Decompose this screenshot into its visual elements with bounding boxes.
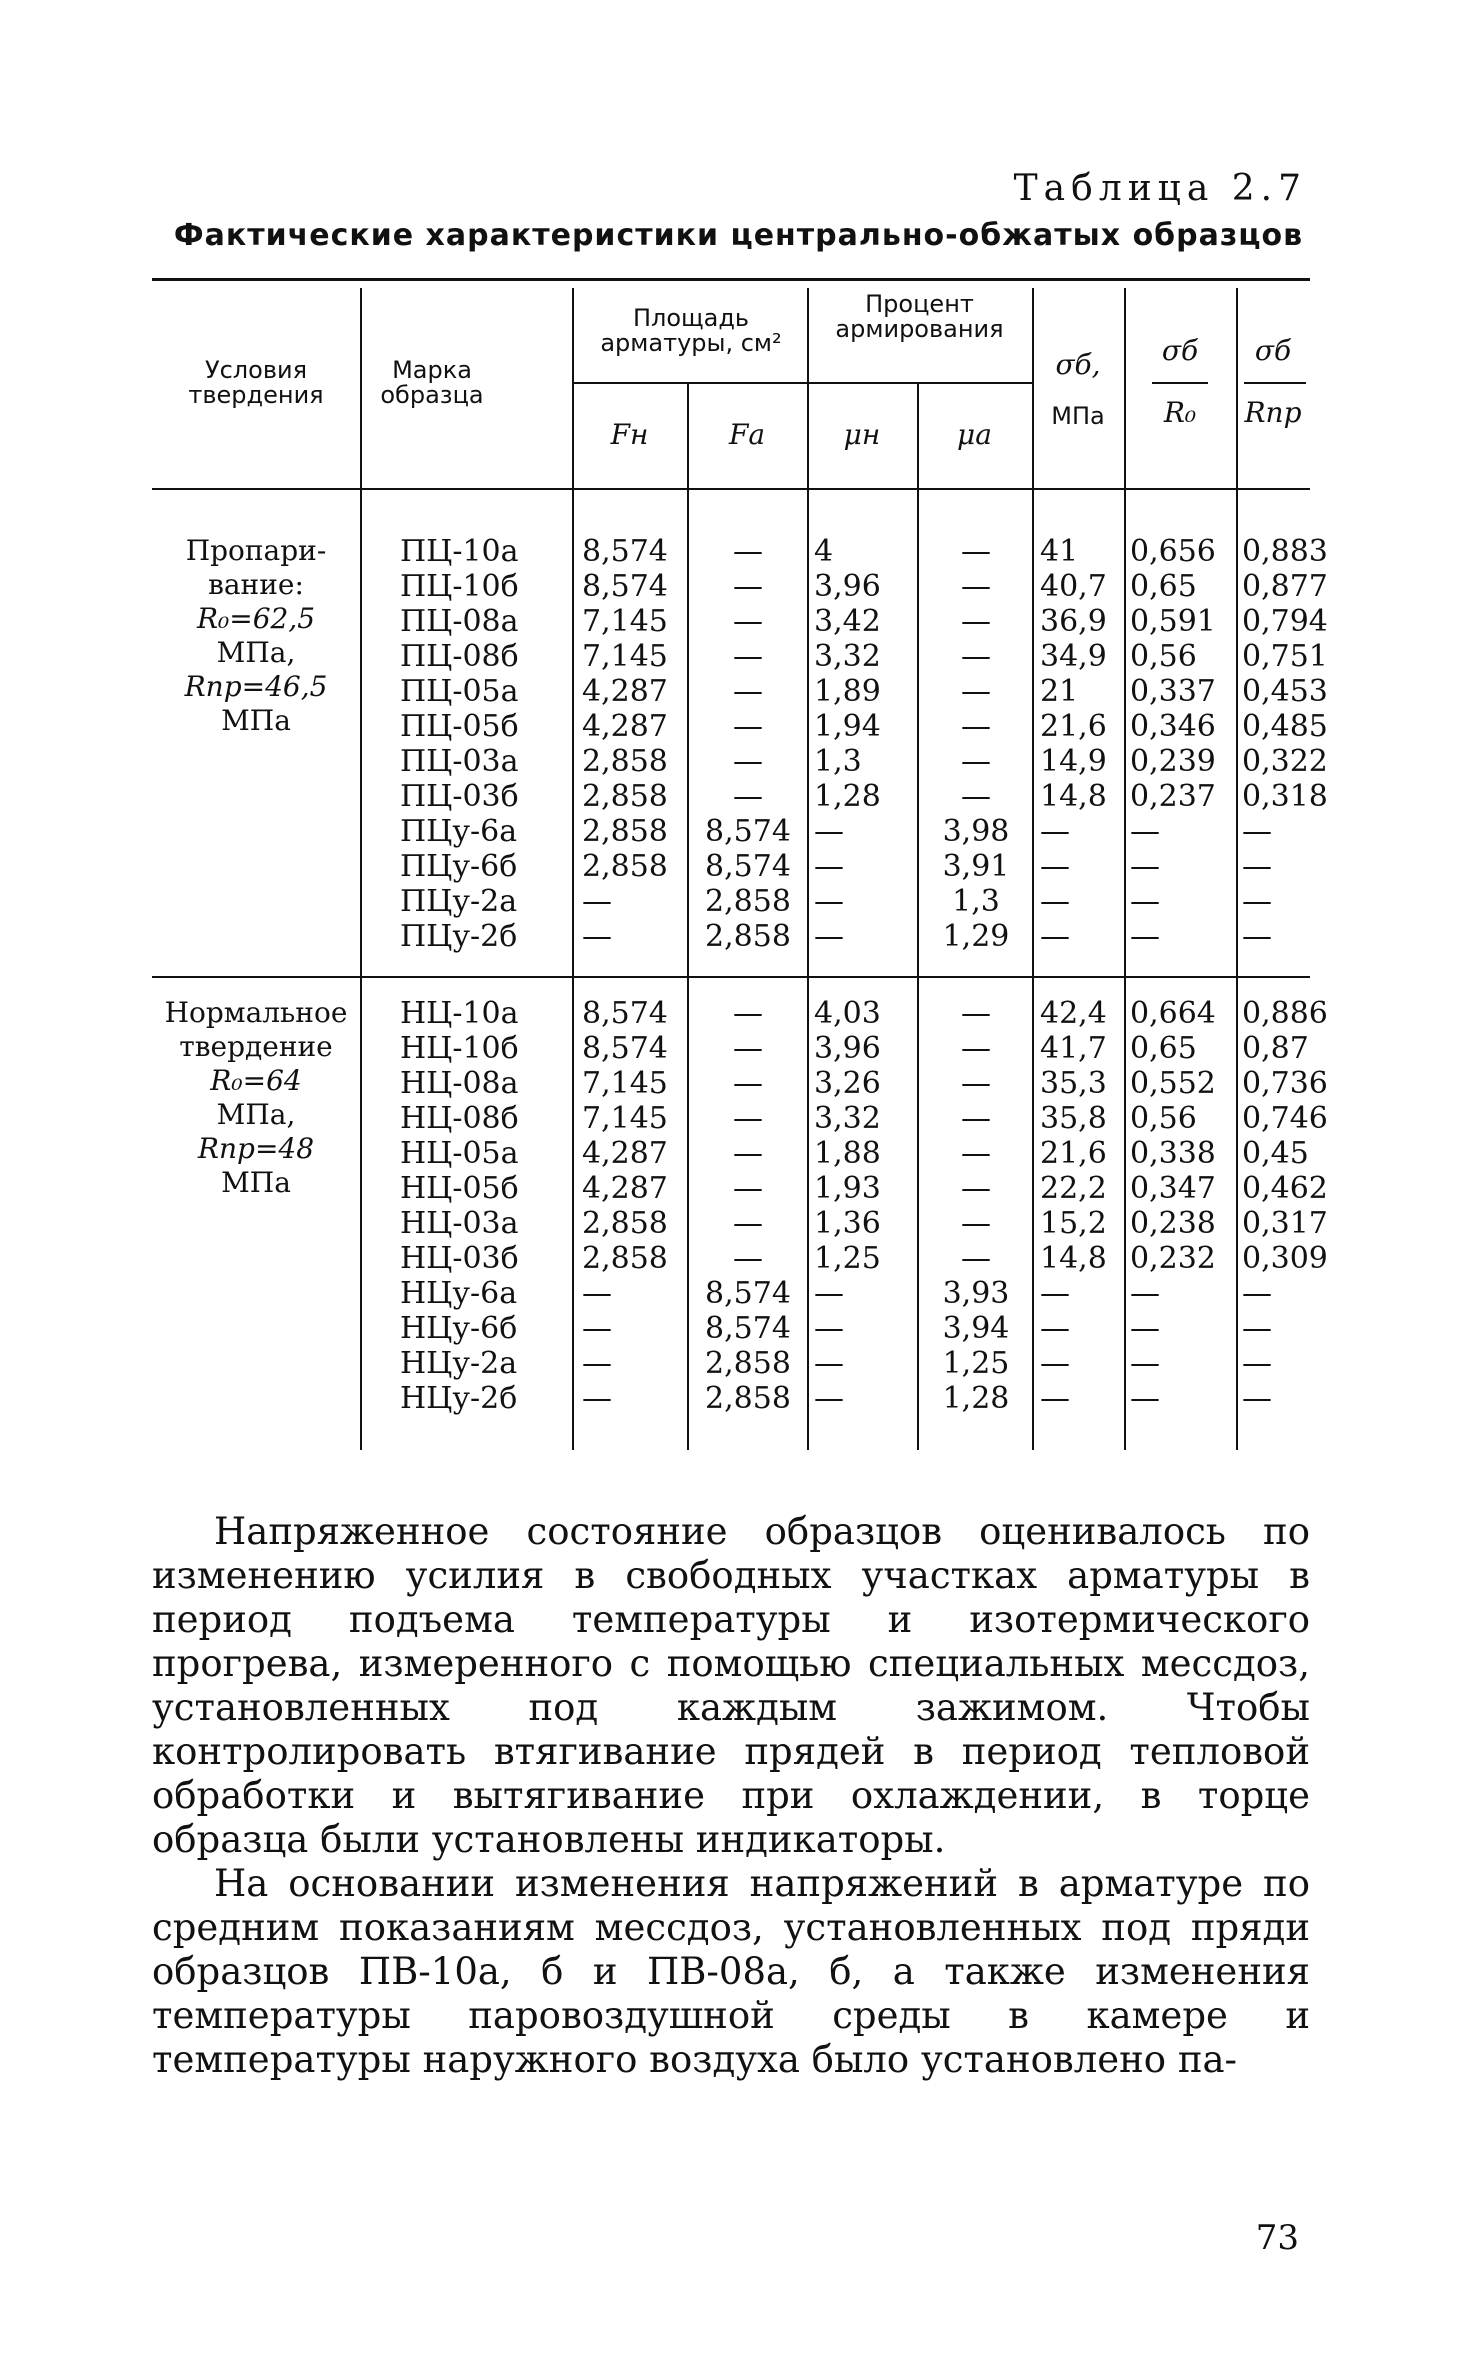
table-cell: 1,25 bbox=[942, 1346, 1010, 1381]
table-cell: 3,91 bbox=[942, 849, 1010, 884]
table-cell: — bbox=[814, 1346, 844, 1381]
table-cell: 0,877 bbox=[1242, 569, 1328, 604]
condition-line: вание: bbox=[208, 568, 304, 601]
column-mua bbox=[922, 534, 1030, 954]
table-cell: 0,346 bbox=[1130, 709, 1216, 744]
table-cell: — bbox=[733, 1241, 763, 1276]
header-ratio-rpr-den: Rпр bbox=[1244, 396, 1302, 429]
table-cell: ПЦу-6а bbox=[400, 814, 518, 849]
table-cell: — bbox=[1242, 1311, 1272, 1346]
table-cell: ПЦ-08б bbox=[400, 639, 519, 674]
condition-line: R₀=64 bbox=[210, 1064, 302, 1097]
table-cell: 7,145 bbox=[582, 1101, 668, 1136]
table-cell: 41 bbox=[1040, 534, 1079, 569]
table-cell: 14,9 bbox=[1040, 744, 1107, 779]
table-cell: — bbox=[961, 1101, 991, 1136]
header-fa: Fа bbox=[728, 418, 766, 451]
table-cell: 1,29 bbox=[942, 919, 1010, 954]
header-ratio-rpr-num: σб bbox=[1254, 334, 1292, 367]
table-cell: 0,746 bbox=[1242, 1101, 1328, 1136]
table-cell: — bbox=[1040, 884, 1070, 919]
table-cell: 0,232 bbox=[1130, 1241, 1216, 1276]
table-cell: 41,7 bbox=[1040, 1031, 1107, 1066]
group-condition bbox=[152, 534, 360, 738]
table-cell: 1,3 bbox=[952, 884, 1000, 919]
table-cell: ПЦ-05а bbox=[400, 674, 519, 709]
table-cell: 0,338 bbox=[1130, 1136, 1216, 1171]
table-cell: 40,7 bbox=[1040, 569, 1107, 604]
column-sigma bbox=[1040, 534, 1122, 954]
table-cell: 0,56 bbox=[1130, 639, 1197, 674]
column-ratio-rpr bbox=[1242, 996, 1328, 1416]
table-cell: 0,736 bbox=[1242, 1066, 1328, 1101]
table-cell: 1,89 bbox=[814, 674, 881, 709]
table-title: Фактические характеристики центрально-обжатых образцов bbox=[173, 218, 1304, 253]
table-cell: НЦ-10а bbox=[400, 996, 519, 1031]
table-cell: — bbox=[1242, 1381, 1272, 1416]
body-paragraph: На основании изменения напряжений в арматуре по средним показаниям мессдоз, установленных под пряди образцов ПВ-10а, б и ПВ-08а, б, а также изменения температуры паровоздушной среды в камере и температуры наружного воздуха было установлено па- bbox=[152, 1862, 1310, 2081]
table-cell: — bbox=[1242, 849, 1272, 884]
col-divider bbox=[917, 382, 919, 1450]
table-cell: — bbox=[961, 744, 991, 779]
body-paragraph: Напряженное состояние образцов оценивалось по изменению усилия в свободных участках арматуры в период подъема температуры и изотермического прогрева, измеренного с помощью специальных мессдоз, установленных под каждым зажимом. Чтобы контролировать втягивание прядей в период тепловой обработки и вытягивание при охлаждении, в торце образца были установлены индикаторы. bbox=[152, 1510, 1310, 1861]
table-cell: — bbox=[582, 919, 612, 954]
table-cell: — bbox=[1242, 814, 1272, 849]
table-cell: 36,9 bbox=[1040, 604, 1107, 639]
table-cell: ПЦ-10а bbox=[400, 534, 519, 569]
fraction-bar bbox=[1152, 382, 1208, 384]
table-cell: 3,26 bbox=[814, 1066, 881, 1101]
table-cell: — bbox=[733, 674, 763, 709]
table-cell: 1,88 bbox=[814, 1136, 881, 1171]
table-cell: — bbox=[814, 884, 844, 919]
table-cell: 2,858 bbox=[582, 849, 668, 884]
fraction-bar bbox=[1244, 382, 1306, 384]
table-cell: 21,6 bbox=[1040, 1136, 1107, 1171]
table-cell: 1,3 bbox=[814, 744, 862, 779]
col-divider bbox=[360, 288, 362, 1450]
table-cell: 0,453 bbox=[1242, 674, 1328, 709]
table-cell: ПЦ-05б bbox=[400, 709, 519, 744]
table-cell: 0,591 bbox=[1130, 604, 1216, 639]
column-fn bbox=[582, 534, 682, 954]
table-cell: — bbox=[961, 1241, 991, 1276]
table-cell: — bbox=[1130, 919, 1160, 954]
table-cell: 8,574 bbox=[582, 569, 668, 604]
area-subheader-rule bbox=[572, 382, 807, 384]
condition-line: Нормальное bbox=[164, 996, 348, 1029]
table-cell: — bbox=[582, 1346, 612, 1381]
table-cell: — bbox=[733, 1171, 763, 1206]
table-cell: — bbox=[814, 849, 844, 884]
table-cell: 15,2 bbox=[1040, 1206, 1107, 1241]
table-cell: НЦу-6а bbox=[400, 1276, 518, 1311]
table-cell: — bbox=[582, 884, 612, 919]
table-cell: 1,94 bbox=[814, 709, 881, 744]
header-mark: Марка образца bbox=[380, 356, 484, 410]
table-cell: 21 bbox=[1040, 674, 1079, 709]
table-cell: — bbox=[1130, 884, 1160, 919]
table-cell: 42,4 bbox=[1040, 996, 1107, 1031]
table-cell: — bbox=[961, 534, 991, 569]
table-cell: 35,3 bbox=[1040, 1066, 1107, 1101]
column-ratio-r bbox=[1130, 534, 1234, 954]
table-cell: 0,347 bbox=[1130, 1171, 1216, 1206]
header-sigma: σб, bbox=[1055, 348, 1101, 381]
table-cell: 3,96 bbox=[814, 569, 881, 604]
table-cell: 0,318 bbox=[1242, 779, 1328, 814]
table-cell: — bbox=[733, 1136, 763, 1171]
group-condition bbox=[152, 996, 360, 1200]
table-cell: 2,858 bbox=[582, 779, 668, 814]
table-cell: — bbox=[1130, 1346, 1160, 1381]
table-cell: 0,794 bbox=[1242, 604, 1328, 639]
table-cell: — bbox=[733, 1031, 763, 1066]
table-cell: — bbox=[733, 709, 763, 744]
table-cell: 7,145 bbox=[582, 639, 668, 674]
column-mun bbox=[814, 534, 914, 954]
condition-line: МПа, bbox=[216, 1098, 296, 1131]
column-ratio-r bbox=[1130, 996, 1234, 1416]
header-bottom-rule bbox=[152, 488, 1310, 490]
table-cell: ПЦу-2а bbox=[400, 884, 518, 919]
table-cell: НЦу-2б bbox=[400, 1381, 518, 1416]
table-cell: 1,28 bbox=[942, 1381, 1010, 1416]
table-cell: 0,65 bbox=[1130, 569, 1197, 604]
table-cell: 0,485 bbox=[1242, 709, 1328, 744]
table-cell: — bbox=[1040, 814, 1070, 849]
table-cell: 3,32 bbox=[814, 1101, 881, 1136]
table-cell: 3,98 bbox=[942, 814, 1010, 849]
table-cell: 8,574 bbox=[705, 1276, 791, 1311]
table-cell: 8,574 bbox=[582, 534, 668, 569]
table-cell: — bbox=[1130, 849, 1160, 884]
header-fn: Fн bbox=[610, 418, 649, 451]
header-sigma-unit: МПа bbox=[1051, 402, 1105, 430]
table-cell: — bbox=[582, 1276, 612, 1311]
table-cell: 2,858 bbox=[705, 884, 791, 919]
table-cell: — bbox=[961, 1171, 991, 1206]
table-cell: — bbox=[814, 814, 844, 849]
table-cell: 8,574 bbox=[705, 849, 791, 884]
table-cell: — bbox=[733, 1101, 763, 1136]
header-conditions: Условия твердения bbox=[188, 356, 324, 410]
header-mun: μн bbox=[843, 418, 881, 451]
table-cell: — bbox=[961, 639, 991, 674]
table-cell: — bbox=[814, 1311, 844, 1346]
table-cell: НЦ-05б bbox=[400, 1171, 519, 1206]
table-cell: — bbox=[961, 604, 991, 639]
col-divider bbox=[807, 288, 809, 1450]
table-cell: — bbox=[1130, 1276, 1160, 1311]
table-cell: — bbox=[961, 674, 991, 709]
table-cell: 1,93 bbox=[814, 1171, 881, 1206]
table-cell: НЦу-6б bbox=[400, 1311, 518, 1346]
table-cell: — bbox=[961, 709, 991, 744]
table-cell: 14,8 bbox=[1040, 1241, 1107, 1276]
table-cell: НЦ-03а bbox=[400, 1206, 519, 1241]
table-cell: 4,287 bbox=[582, 674, 668, 709]
table-cell: 7,145 bbox=[582, 1066, 668, 1101]
col-divider bbox=[1236, 288, 1238, 1450]
table-cell: — bbox=[961, 996, 991, 1031]
table-cell: 2,858 bbox=[582, 1241, 668, 1276]
table-cell: — bbox=[961, 779, 991, 814]
table-cell: 4 bbox=[814, 534, 834, 569]
table-cell: 1,36 bbox=[814, 1206, 881, 1241]
table-cell: ПЦ-03б bbox=[400, 779, 519, 814]
table-top-rule bbox=[152, 278, 1310, 281]
table-cell: 2,858 bbox=[582, 744, 668, 779]
table-label: Таблица 2.7 bbox=[1013, 168, 1307, 209]
table-cell: — bbox=[1242, 1276, 1272, 1311]
table-cell: — bbox=[961, 1136, 991, 1171]
header-ratio-r-den: R₀ bbox=[1163, 396, 1197, 429]
table-cell: 4,287 bbox=[582, 709, 668, 744]
percent-subheader-rule bbox=[807, 382, 1032, 384]
table-cell: 1,28 bbox=[814, 779, 881, 814]
condition-line: твердение bbox=[179, 1030, 333, 1063]
col-divider bbox=[572, 288, 574, 1450]
table-cell: — bbox=[961, 1066, 991, 1101]
table-cell: — bbox=[961, 1031, 991, 1066]
condition-line: МПа bbox=[221, 1166, 291, 1199]
table-cell: — bbox=[1040, 1381, 1070, 1416]
table-cell: 0,87 bbox=[1242, 1031, 1309, 1066]
column-mua bbox=[922, 996, 1030, 1416]
table-cell: — bbox=[1130, 1311, 1160, 1346]
table-cell: 0,883 bbox=[1242, 534, 1328, 569]
table-cell: НЦ-10б bbox=[400, 1031, 519, 1066]
table-cell: 8,574 bbox=[582, 996, 668, 1031]
table-cell: НЦ-05а bbox=[400, 1136, 519, 1171]
table-cell: — bbox=[733, 1066, 763, 1101]
table-cell: 8,574 bbox=[705, 1311, 791, 1346]
table-cell: — bbox=[1040, 1311, 1070, 1346]
table-cell: — bbox=[733, 604, 763, 639]
table-cell: — bbox=[1040, 1276, 1070, 1311]
table-cell: 2,858 bbox=[582, 1206, 668, 1241]
table-cell: 2,858 bbox=[705, 1381, 791, 1416]
table-cell: — bbox=[1242, 884, 1272, 919]
group-divider bbox=[152, 976, 1310, 978]
table-cell: 0,309 bbox=[1242, 1241, 1328, 1276]
table-cell: 0,656 bbox=[1130, 534, 1216, 569]
table-cell: — bbox=[1242, 1346, 1272, 1381]
column-mark bbox=[400, 996, 519, 1416]
table-cell: 0,751 bbox=[1242, 639, 1328, 674]
table-cell: 0,552 bbox=[1130, 1066, 1216, 1101]
condition-line: Rпр=46,5 bbox=[184, 670, 328, 703]
table-cell: 3,42 bbox=[814, 604, 881, 639]
table-cell: 8,574 bbox=[705, 814, 791, 849]
col-divider bbox=[1124, 288, 1126, 1450]
table-cell: 22,2 bbox=[1040, 1171, 1107, 1206]
table-cell: — bbox=[582, 1311, 612, 1346]
table-cell: 3,94 bbox=[942, 1311, 1010, 1346]
header-ratio-r-num: σб bbox=[1161, 334, 1199, 367]
table-cell: — bbox=[582, 1381, 612, 1416]
table-cell: 4,287 bbox=[582, 1171, 668, 1206]
condition-line: МПа, bbox=[216, 636, 296, 669]
table-cell: 0,462 bbox=[1242, 1171, 1328, 1206]
table-cell: 35,8 bbox=[1040, 1101, 1107, 1136]
table-cell: НЦ-03б bbox=[400, 1241, 519, 1276]
table-cell: 14,8 bbox=[1040, 779, 1107, 814]
table-cell: — bbox=[814, 1381, 844, 1416]
table-cell: 0,322 bbox=[1242, 744, 1328, 779]
table-cell: ПЦ-08а bbox=[400, 604, 519, 639]
table-cell: 4,287 bbox=[582, 1136, 668, 1171]
header-mua: μа bbox=[957, 418, 992, 451]
table-cell: 2,858 bbox=[582, 814, 668, 849]
data-table bbox=[152, 278, 1328, 1454]
table-cell: НЦ-08а bbox=[400, 1066, 519, 1101]
column-ratio-rpr bbox=[1242, 534, 1328, 954]
table-cell: 3,96 bbox=[814, 1031, 881, 1066]
table-cell: 1,25 bbox=[814, 1241, 881, 1276]
table-cell: — bbox=[1130, 814, 1160, 849]
page-number: 73 bbox=[1255, 2218, 1299, 2258]
column-fa bbox=[692, 534, 804, 954]
table-cell: 2,858 bbox=[705, 1346, 791, 1381]
table-cell: 34,9 bbox=[1040, 639, 1107, 674]
table-cell: 8,574 bbox=[582, 1031, 668, 1066]
table-cell: ПЦу-6б bbox=[400, 849, 518, 884]
table-cell: 0,886 bbox=[1242, 996, 1328, 1031]
header-area: Площадь арматуры, см² bbox=[600, 304, 782, 358]
table-cell: — bbox=[1130, 1381, 1160, 1416]
table-cell: — bbox=[733, 569, 763, 604]
table-cell: ПЦ-03а bbox=[400, 744, 519, 779]
table-cell: — bbox=[733, 639, 763, 674]
table-cell: 3,32 bbox=[814, 639, 881, 674]
table-cell: 0,56 bbox=[1130, 1101, 1197, 1136]
table-cell: — bbox=[733, 534, 763, 569]
table-cell: — bbox=[814, 919, 844, 954]
table-cell: — bbox=[733, 996, 763, 1031]
table-cell: — bbox=[961, 1206, 991, 1241]
table-cell: НЦ-08б bbox=[400, 1101, 519, 1136]
table-cell: 2,858 bbox=[705, 919, 791, 954]
table-cell: 0,237 bbox=[1130, 779, 1216, 814]
table-cell: — bbox=[1040, 1346, 1070, 1381]
table-cell: 4,03 bbox=[814, 996, 881, 1031]
table-cell: ПЦу-2б bbox=[400, 919, 518, 954]
condition-line: МПа bbox=[221, 704, 291, 737]
column-mun bbox=[814, 996, 914, 1416]
table-cell: — bbox=[733, 744, 763, 779]
table-cell: 0,317 bbox=[1242, 1206, 1328, 1241]
table-cell: — bbox=[961, 569, 991, 604]
col-divider bbox=[687, 382, 689, 1450]
table-cell: 0,238 bbox=[1130, 1206, 1216, 1241]
table-cell: — bbox=[1040, 919, 1070, 954]
table-cell: 7,145 bbox=[582, 604, 668, 639]
table-cell: 21,6 bbox=[1040, 709, 1107, 744]
table-cell: 0,337 bbox=[1130, 674, 1216, 709]
table-cell: 0,45 bbox=[1242, 1136, 1309, 1171]
column-sigma bbox=[1040, 996, 1122, 1416]
table-cell: — bbox=[733, 779, 763, 814]
column-mark bbox=[400, 534, 519, 954]
header-percent: Процент армирования bbox=[835, 290, 1004, 344]
condition-line: Пропари- bbox=[185, 534, 327, 567]
table-cell: — bbox=[814, 1276, 844, 1311]
table-cell: 3,93 bbox=[942, 1276, 1010, 1311]
table-cell: — bbox=[1040, 849, 1070, 884]
table-cell: ПЦ-10б bbox=[400, 569, 519, 604]
table-cell: — bbox=[733, 1206, 763, 1241]
column-fn bbox=[582, 996, 682, 1416]
table-cell: — bbox=[1242, 919, 1272, 954]
condition-line: R₀=62,5 bbox=[196, 602, 316, 635]
table-cell: НЦу-2а bbox=[400, 1346, 518, 1381]
column-fa bbox=[692, 996, 804, 1416]
table-cell: 0,239 bbox=[1130, 744, 1216, 779]
col-divider bbox=[1032, 288, 1034, 1450]
condition-line: Rпр=48 bbox=[197, 1132, 315, 1165]
table-cell: 0,65 bbox=[1130, 1031, 1197, 1066]
table-cell: 0,664 bbox=[1130, 996, 1216, 1031]
